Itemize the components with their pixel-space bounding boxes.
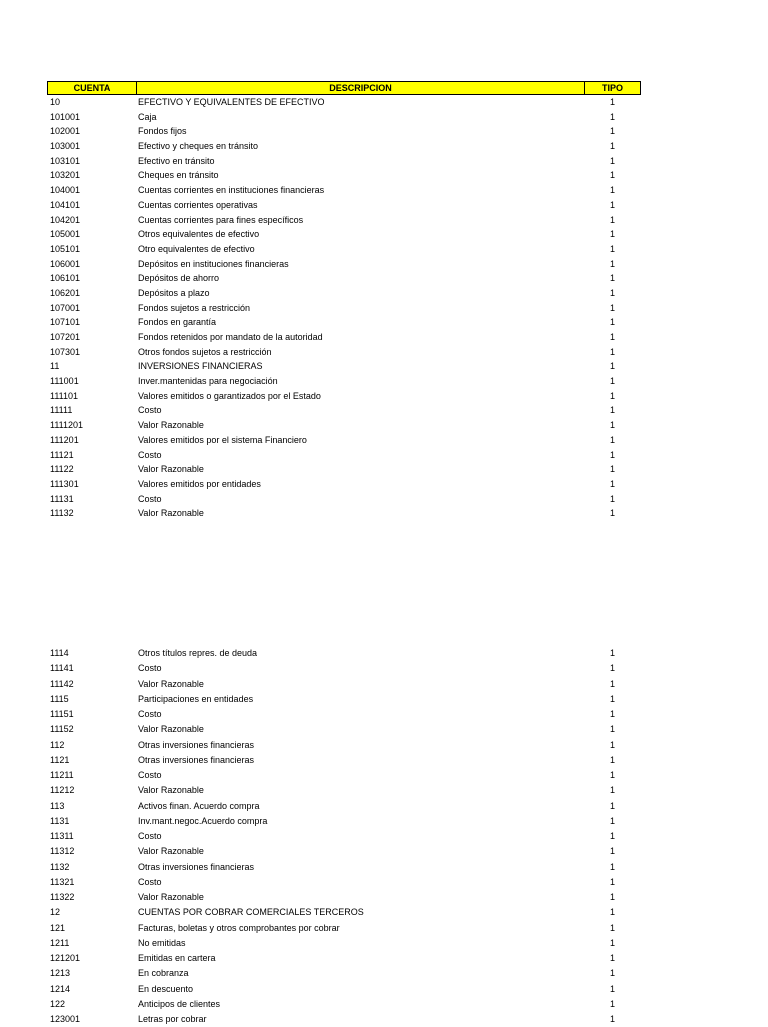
cell-descripcion: Valores emitidos por el sistema Financiero xyxy=(138,434,307,445)
cell-descripcion: Costo xyxy=(138,449,162,460)
table-row xyxy=(47,707,641,722)
cell-descripcion: Depósitos a plazo xyxy=(138,287,210,298)
cell-descripcion: Costo xyxy=(138,405,162,416)
cell-cuenta: 104101 xyxy=(50,199,81,210)
table-row xyxy=(47,875,641,890)
cell-tipo: 1 xyxy=(609,907,615,918)
cell-descripcion: Emitidas en cartera xyxy=(138,953,216,963)
cell-tipo: 1 xyxy=(609,258,615,269)
cell-descripcion: Otros equivalentes de efectivo xyxy=(138,229,260,240)
cell-cuenta: 107101 xyxy=(50,317,81,328)
cell-descripcion: EFECTIVO Y EQUIVALENTES DE EFECTIVO xyxy=(138,97,325,107)
cell-tipo: 1 xyxy=(609,663,615,674)
cell-descripcion: Valor Razonable xyxy=(138,892,204,902)
table-row xyxy=(47,753,641,768)
table-row xyxy=(47,492,641,507)
header-tipo: TIPO xyxy=(601,83,623,93)
cell-tipo: 1 xyxy=(609,126,615,137)
table-row xyxy=(47,1012,641,1027)
cell-descripcion: Fondos fijos xyxy=(138,126,187,137)
cell-cuenta: 11211 xyxy=(50,770,74,780)
cell-cuenta: 11151 xyxy=(50,709,74,719)
cell-tipo: 1 xyxy=(609,199,615,210)
cell-cuenta: 11311 xyxy=(50,831,74,841)
table-row xyxy=(47,213,641,228)
cell-descripcion: En descuento xyxy=(138,983,194,994)
cell-descripcion: Activos finan. Acuerdo compra xyxy=(138,800,260,811)
accounts-table xyxy=(47,81,641,521)
cell-cuenta: 101001 xyxy=(50,111,81,122)
cell-tipo: 1 xyxy=(609,317,615,328)
cell-descripcion: Otras inversiones financieras xyxy=(138,861,255,872)
cell-descripcion: Costo xyxy=(138,493,162,504)
cell-cuenta: 103201 xyxy=(50,170,81,181)
cell-tipo: 1 xyxy=(609,724,615,735)
table-row xyxy=(47,345,641,360)
table-row xyxy=(47,951,641,966)
cell-tipo: 1 xyxy=(609,332,615,342)
cell-descripcion: No emitidas xyxy=(138,937,186,948)
cell-tipo: 1 xyxy=(609,648,615,658)
table-row xyxy=(47,359,641,374)
table-row xyxy=(47,389,641,404)
cell-cuenta: 112 xyxy=(50,739,65,750)
cell-tipo: 1 xyxy=(609,1014,615,1024)
table-row xyxy=(47,330,641,345)
table-row xyxy=(47,966,641,981)
cell-tipo: 1 xyxy=(609,709,615,719)
cell-descripcion: Valor Razonable xyxy=(138,508,204,519)
cell-tipo: 1 xyxy=(609,273,615,284)
cell-descripcion: Valor Razonable xyxy=(138,785,204,796)
cell-cuenta: 1114 xyxy=(50,648,69,658)
header-descripcion: DESCRIPCION xyxy=(137,82,585,94)
cell-descripcion: Fondos retenidos por mandato de la autoridad xyxy=(138,332,323,342)
table-row xyxy=(47,183,641,198)
cell-cuenta: 11152 xyxy=(50,724,74,735)
cell-descripcion: Valor Razonable xyxy=(138,678,204,689)
cell-descripcion: Fondos sujetos a restricción xyxy=(138,302,251,313)
table-row xyxy=(47,448,641,463)
cell-descripcion: Otras inversiones financieras xyxy=(138,754,255,765)
cell-cuenta: 111001 xyxy=(50,376,79,387)
cell-tipo: 1 xyxy=(609,831,615,841)
cell-descripcion: Inver.mantenidas para negociación xyxy=(138,376,278,387)
cell-cuenta: 1115 xyxy=(50,693,69,704)
cell-cuenta: 10 xyxy=(50,97,61,107)
cell-descripcion: Facturas, boletas y otros comprobantes por cobrar xyxy=(138,922,340,933)
cell-descripcion: Efectivo y cheques en tránsito xyxy=(138,141,259,152)
cell-tipo: 1 xyxy=(609,185,615,196)
table-row xyxy=(47,95,641,110)
table-body-first xyxy=(47,95,641,521)
table-row xyxy=(47,374,641,389)
table-row xyxy=(47,799,641,814)
cell-descripcion: Valor Razonable xyxy=(138,420,204,431)
cell-cuenta: 107201 xyxy=(50,332,81,342)
cell-cuenta: 11141 xyxy=(50,663,74,674)
table-row xyxy=(47,646,641,661)
cell-cuenta: 1132 xyxy=(50,861,70,872)
cell-descripcion: Valor Razonable xyxy=(138,724,204,735)
cell-tipo: 1 xyxy=(609,953,615,963)
cell-cuenta: 11122 xyxy=(50,464,74,475)
cell-tipo: 1 xyxy=(609,214,615,225)
cell-tipo: 1 xyxy=(609,922,615,933)
cell-tipo: 1 xyxy=(609,493,615,504)
cell-descripcion: Cheques en tránsito xyxy=(138,170,219,181)
cell-tipo: 1 xyxy=(609,405,615,416)
table-row xyxy=(47,315,641,330)
cell-descripcion: Costo xyxy=(138,770,162,780)
cell-tipo: 1 xyxy=(609,739,615,750)
cell-cuenta: 1111201 xyxy=(50,420,84,431)
cell-tipo: 1 xyxy=(609,998,615,1009)
cell-cuenta: 11142 xyxy=(50,678,74,689)
cell-cuenta: 11212 xyxy=(50,785,75,796)
cell-tipo: 1 xyxy=(609,449,615,460)
cell-tipo: 1 xyxy=(609,464,615,475)
cell-cuenta: 121 xyxy=(50,922,66,933)
cell-descripcion: Valores emitidos por entidades xyxy=(138,478,261,489)
table-row xyxy=(47,661,641,676)
table-body-second xyxy=(47,646,641,1027)
cell-descripcion: En cobranza xyxy=(138,968,189,979)
table-row xyxy=(47,692,641,707)
cell-descripcion: Costo xyxy=(138,876,162,887)
table-row xyxy=(47,242,641,257)
cell-cuenta: 104201 xyxy=(50,214,81,225)
cell-cuenta: 104001 xyxy=(50,185,81,196)
cell-tipo: 1 xyxy=(609,846,615,857)
cell-tipo: 1 xyxy=(609,97,615,107)
cell-cuenta: 106101 xyxy=(50,273,81,284)
cell-tipo: 1 xyxy=(609,508,615,519)
cell-descripcion: Caja xyxy=(138,111,157,122)
cell-cuenta: 111301 xyxy=(50,478,79,489)
cell-descripcion: Fondos en garantía xyxy=(138,317,217,328)
cell-cuenta: 102001 xyxy=(50,126,81,137)
table-row xyxy=(47,921,641,936)
cell-cuenta: 11322 xyxy=(50,892,75,902)
cell-descripcion: Anticipos de clientes xyxy=(138,998,221,1009)
cell-tipo: 1 xyxy=(609,287,615,298)
cell-cuenta: 105001 xyxy=(50,229,81,240)
cell-descripcion: INVERSIONES FINANCIERAS xyxy=(138,361,263,372)
table-row xyxy=(47,301,641,316)
cell-cuenta: 11132 xyxy=(50,508,74,519)
cell-descripcion: Costo xyxy=(138,663,162,674)
cell-descripcion: Cuentas corrientes operativas xyxy=(138,199,258,210)
cell-descripcion: Inv.mant.negoc.Acuerdo compra xyxy=(138,815,268,826)
table-row xyxy=(47,462,641,477)
table-row xyxy=(47,418,641,433)
cell-tipo: 1 xyxy=(609,770,615,780)
header-cuenta: CUENTA xyxy=(48,82,137,94)
table-row xyxy=(47,783,641,798)
cell-descripcion: Valores emitidos o garantizados por el Estado xyxy=(138,390,321,401)
cell-descripcion: Otros fondos sujetos a restricción xyxy=(138,346,272,357)
cell-descripcion: Valor Razonable xyxy=(138,846,204,857)
cell-cuenta: 111201 xyxy=(50,434,79,445)
cell-cuenta: 1213 xyxy=(50,968,71,979)
table-row xyxy=(47,997,641,1012)
cell-tipo: 1 xyxy=(609,478,615,489)
cell-tipo: 1 xyxy=(609,141,615,152)
cell-cuenta: 106201 xyxy=(50,287,81,298)
cell-cuenta: 11131 xyxy=(50,493,74,504)
cell-cuenta: 12 xyxy=(50,907,61,918)
table-row xyxy=(47,722,641,737)
table-row xyxy=(47,677,641,692)
cell-tipo: 1 xyxy=(609,420,615,431)
cell-tipo: 1 xyxy=(609,800,615,811)
cell-cuenta: 1211 xyxy=(50,937,70,948)
cell-tipo: 1 xyxy=(609,434,615,445)
table-row xyxy=(47,982,641,997)
cell-tipo: 1 xyxy=(609,983,615,994)
cell-cuenta: 1121 xyxy=(50,754,70,765)
table-row xyxy=(47,814,641,829)
cell-tipo: 1 xyxy=(609,876,615,887)
cell-tipo: 1 xyxy=(609,243,615,254)
cell-cuenta: 11121 xyxy=(50,449,74,460)
cell-cuenta: 122 xyxy=(50,998,66,1009)
cell-cuenta: 105101 xyxy=(50,243,81,254)
cell-tipo: 1 xyxy=(609,346,615,357)
cell-descripcion: Cuentas corrientes para fines específicos xyxy=(138,214,304,225)
table-row xyxy=(47,257,641,272)
table-row xyxy=(47,829,641,844)
cell-cuenta: 107001 xyxy=(50,302,81,313)
cell-descripcion: Efectivo en tránsito xyxy=(138,155,215,166)
cell-cuenta: 11321 xyxy=(50,876,75,887)
cell-tipo: 1 xyxy=(609,302,615,313)
cell-tipo: 1 xyxy=(609,815,615,826)
cell-descripcion: CUENTAS POR COBRAR COMERCIALES TERCEROS xyxy=(138,907,364,918)
table-row xyxy=(47,860,641,875)
cell-descripcion: Otros títulos repres. de deuda xyxy=(138,648,258,658)
table-row xyxy=(47,198,641,213)
table-row xyxy=(47,936,641,951)
table-row xyxy=(47,506,641,521)
cell-tipo: 1 xyxy=(609,111,615,122)
cell-cuenta: 113 xyxy=(50,800,65,811)
table-row xyxy=(47,844,641,859)
cell-tipo: 1 xyxy=(609,892,615,902)
cell-descripcion: Costo xyxy=(138,709,162,719)
cell-tipo: 1 xyxy=(609,155,615,166)
cell-tipo: 1 xyxy=(609,361,615,372)
cell-tipo: 1 xyxy=(609,390,615,401)
table-row xyxy=(47,154,641,169)
cell-tipo: 1 xyxy=(609,861,615,872)
cell-tipo: 1 xyxy=(609,785,615,796)
table-row xyxy=(47,738,641,753)
cell-cuenta: 123001 xyxy=(50,1014,81,1024)
cell-cuenta: 11 xyxy=(50,361,60,372)
table-row xyxy=(47,905,641,920)
table-row xyxy=(47,890,641,905)
cell-cuenta: 11111 xyxy=(50,405,73,416)
cell-descripcion: Depósitos en instituciones financieras xyxy=(138,258,289,269)
cell-tipo: 1 xyxy=(609,170,615,181)
cell-tipo: 1 xyxy=(609,937,615,948)
cell-descripcion: Costo xyxy=(138,831,162,841)
cell-tipo: 1 xyxy=(609,376,615,387)
cell-cuenta: 111101 xyxy=(50,390,79,401)
table-row xyxy=(47,433,641,448)
cell-descripcion: Participaciones en entidades xyxy=(138,693,254,704)
table-row xyxy=(47,227,641,242)
table-row xyxy=(47,271,641,286)
table-row xyxy=(47,139,641,154)
cell-cuenta: 106001 xyxy=(50,258,81,269)
cell-descripcion: Depósitos de ahorro xyxy=(138,273,220,284)
cell-tipo: 1 xyxy=(609,754,615,765)
cell-descripcion: Cuentas corrientes en instituciones financieras xyxy=(138,185,325,196)
table-row xyxy=(47,286,641,301)
cell-cuenta: 107301 xyxy=(50,346,81,357)
accounts-table-continued xyxy=(47,646,641,1027)
table-header xyxy=(47,81,641,95)
table-row xyxy=(47,403,641,418)
cell-cuenta: 11312 xyxy=(50,846,75,857)
table-row xyxy=(47,124,641,139)
cell-tipo: 1 xyxy=(609,693,615,704)
cell-cuenta: 1131 xyxy=(50,815,70,826)
cell-cuenta: 103001 xyxy=(50,141,81,152)
cell-cuenta: 121201 xyxy=(50,953,81,963)
cell-tipo: 1 xyxy=(609,229,615,240)
table-row xyxy=(47,168,641,183)
table-row xyxy=(47,477,641,492)
cell-descripcion: Letras por cobrar xyxy=(138,1014,207,1024)
cell-descripcion: Valor Razonable xyxy=(138,464,204,475)
table-row xyxy=(47,110,641,125)
cell-tipo: 1 xyxy=(609,678,615,689)
cell-descripcion: Otro equivalentes de efectivo xyxy=(138,243,255,254)
cell-cuenta: 1214 xyxy=(50,983,71,994)
cell-tipo: 1 xyxy=(609,968,615,979)
cell-descripcion: Otras inversiones financieras xyxy=(138,739,255,750)
table-row xyxy=(47,768,641,783)
cell-cuenta: 103101 xyxy=(50,155,81,166)
